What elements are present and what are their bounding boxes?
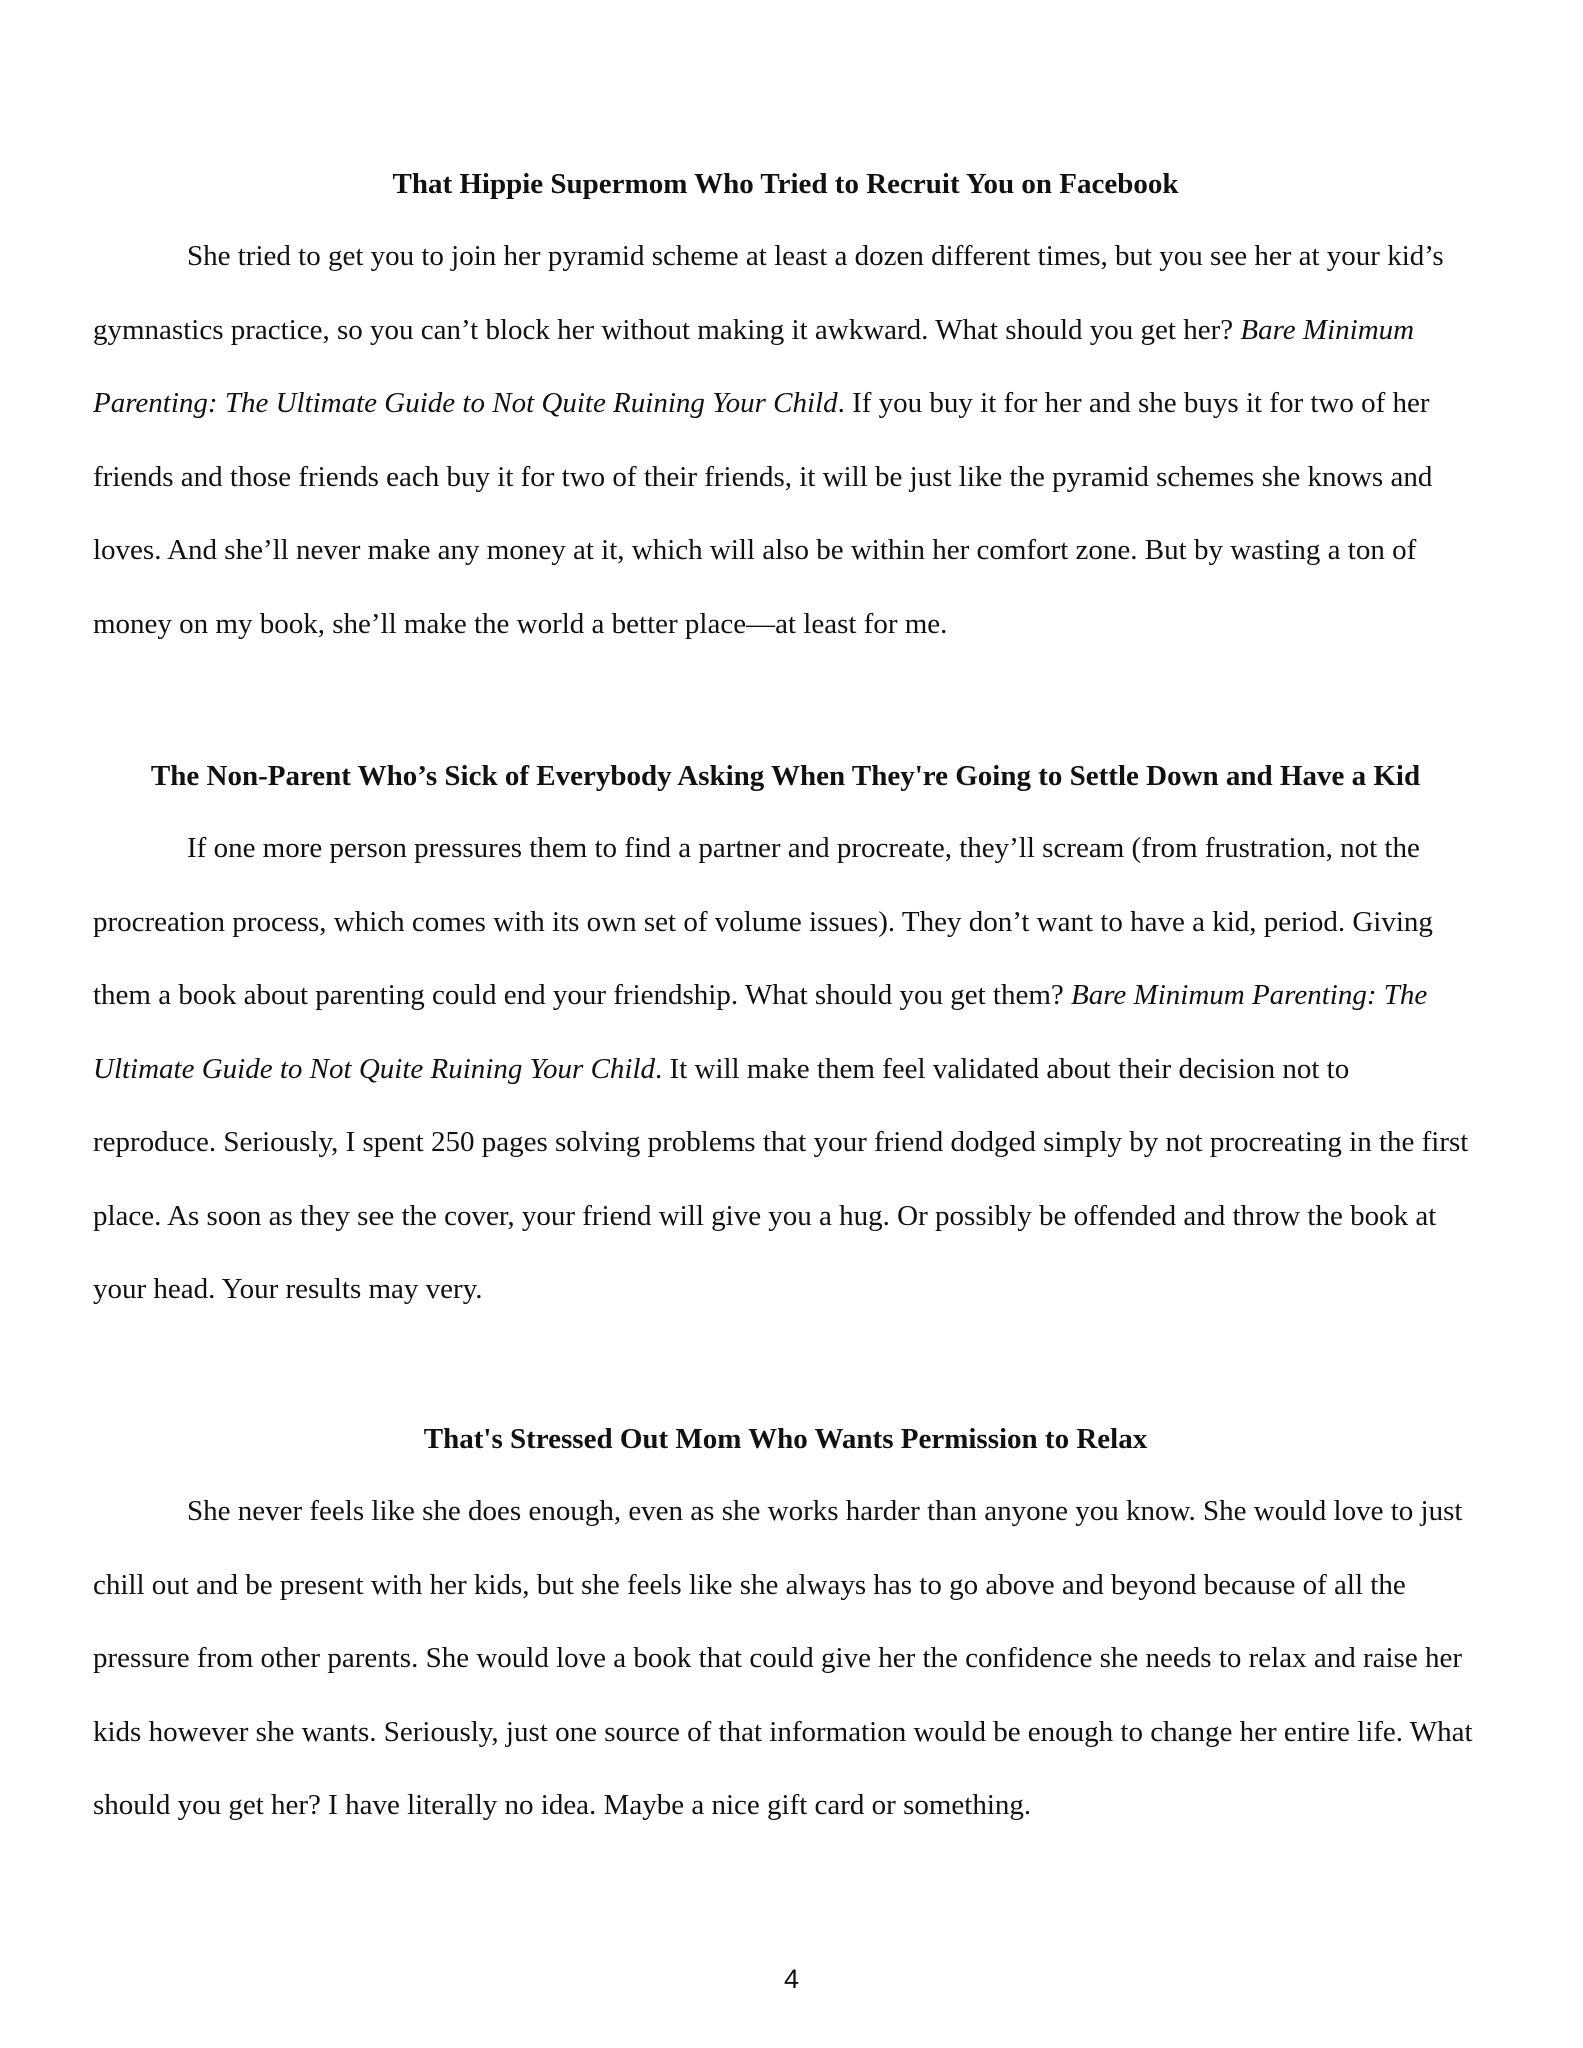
paragraph-text: . It will make them feel validated about their decision not to reproduce. Seriously, I spent 250 pages solving problems that your friend dodged simply by not procreating in the first place. As soon as they see the cover, your friend will give you a hug. Or possibly be offended and throw the book at your head. Your results may very. <box>93 1052 1469 1305</box>
section-paragraph <box>93 812 1478 1327</box>
section-non-parent <box>93 758 1478 1327</box>
book-title: Bare Minimum Parenting: The Ultimate Guide to Not Quite Ruining Your Child <box>93 979 1428 1085</box>
section-stressed-mom <box>93 1421 1478 1843</box>
section-heading: The Non-Parent Who’s Sick of Everybody Asking When They're Going to Settle Down and Have a Kid <box>150 760 1421 792</box>
section-hippie-supermom <box>93 166 1478 661</box>
page-number: 4 <box>783 1964 800 1994</box>
section-heading: That's Stressed Out Mom Who Wants Permission to Relax <box>423 1423 1148 1455</box>
paragraph-text: If one more person pressures them to find a partner and procreate, they’ll scream (from frustration, not the procreation process, which comes with its own set of volume issues). They don’t want to have a kid, period. Giving them a book about parenting could end your friendship. What should you get them? <box>93 832 1433 1011</box>
paragraph-text: She tried to get you to join her pyramid scheme at least a dozen different times, but you see her at your kid’s gymnastics practice, so you can’t block her without making it awkward. What should you get her? <box>93 240 1444 346</box>
section-paragraph: She never feels like she does enough, even as she works harder than anyone you know. She would love to just chill out and be present with her kids, but she feels like she always has to go above and beyond because of all the pressure from other parents. She would love a book that could give her the confidence she needs to relax and raise her kids however she wants. Seriously, just one source of that information would be enough to change her entire life. What should you get her? I have literally no idea. Maybe a nice gift card or something. <box>93 1495 1473 1821</box>
paragraph-text: . If you buy it for her and she buys it for two of her friends and those friends each buy it for two of their friends, it will be just like the pyramid schemes she knows and loves. And she’ll never make any money at it, which will also be within her comfort zone. But by wasting a ton of money on my book, she’ll make the world a better place—at least for me. <box>93 387 1433 640</box>
section-paragraph <box>93 220 1478 661</box>
book-title: Bare Minimum Parenting: The Ultimate Guide to Not Quite Ruining Your Child <box>93 313 1415 419</box>
section-heading: That Hippie Supermom Who Tried to Recruit You on Facebook <box>392 168 1179 200</box>
